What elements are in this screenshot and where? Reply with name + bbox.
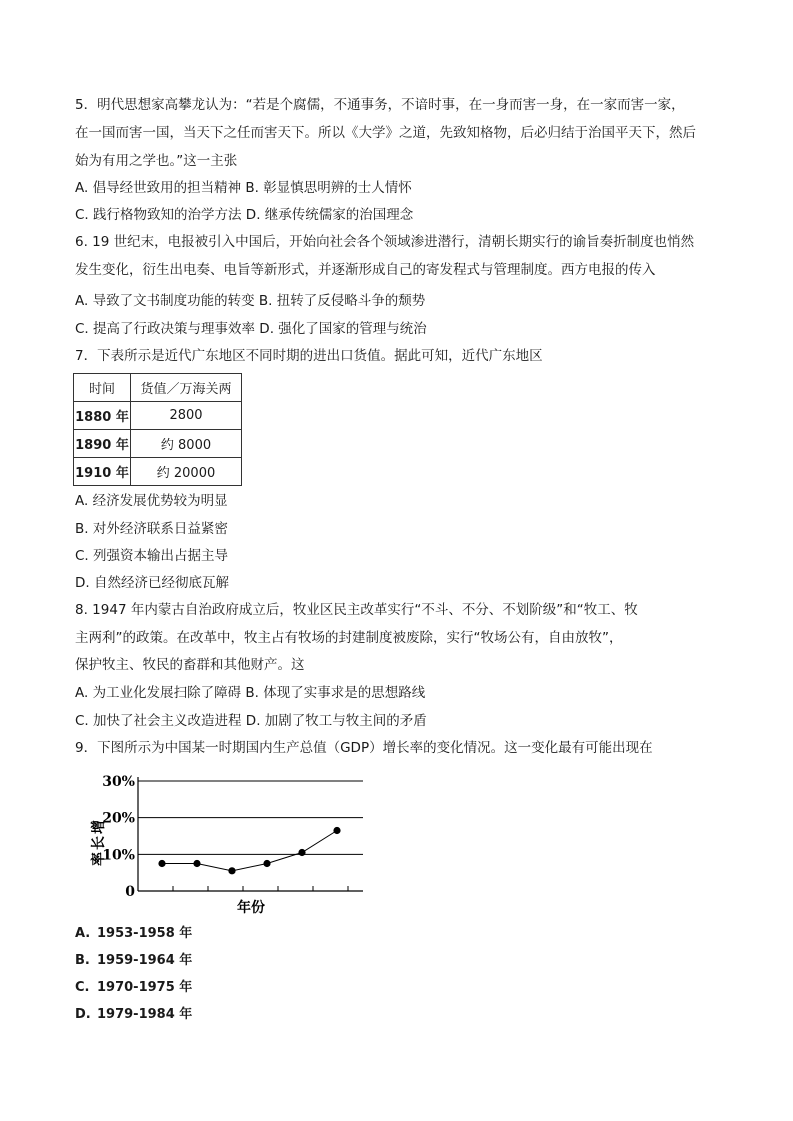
q6-options-cd: C. 提高了行政决策与理事效率 D. 强化了国家的管理与统治 <box>75 321 427 337</box>
data-point <box>333 827 340 834</box>
q8-line-3: 保护牧主、牧民的畜群和其他财产。这 <box>75 657 305 673</box>
option-key: D. <box>75 1007 91 1022</box>
table-header-cell: 时间 <box>74 374 131 402</box>
data-point <box>228 867 235 874</box>
q7-option-c: C. 列强资本输出占据主导 <box>75 548 229 564</box>
q5-line-1: 5．明代思想家高攀龙认为：“若是个腐儒，不通事务，不谙时事，在一身而害一身，在一家而害一家， <box>75 97 685 113</box>
option-text: 1979-1984 年 <box>97 1007 193 1022</box>
table-cell: 1890 年 <box>74 430 131 458</box>
q5-line-2: 在一国而害一国，当天下之任而害天下。所以《大学》之道，先致知格物，后必归结于治国平天下，然后 <box>75 125 696 141</box>
y-tick-label: 20% <box>102 810 135 827</box>
option-text: 1953-1958 年 <box>97 926 193 941</box>
q9-option-a <box>75 925 192 943</box>
q6-line-2: 发生变化，衍生出电奏、电旨等新形式，并逐渐形成自己的寄发程式与管理制度。西方电报的传入 <box>75 262 656 278</box>
option-text: 1970-1975 年 <box>97 980 193 995</box>
y-axis-label: 增 <box>91 820 107 834</box>
q9-option-d <box>75 1006 192 1024</box>
option-text: 1959-1964 年 <box>97 953 193 968</box>
q7-option-a: A. 经济发展优势较为明显 <box>75 493 228 509</box>
data-point <box>193 860 200 867</box>
y-tick-label: 10% <box>102 847 135 864</box>
q7-option-d: D. 自然经济已经彻底瓦解 <box>75 575 229 591</box>
q8-line-1: 8. 1947 年内蒙古自治政府成立后，牧业区民主改革实行“不斗、不分、不划阶级”和“牧工、牧 <box>75 602 638 618</box>
table-row <box>74 458 242 486</box>
option-key: A. <box>75 926 91 941</box>
q6-line-1: 6. 19 世纪末，电报被引入中国后，开始向社会各个领域渗进潜行，清朝长期实行的谕旨奏折制度也悄然 <box>75 234 695 250</box>
table-header-cell: 货值／万海关两 <box>131 374 242 402</box>
table-cell: 约 20000 <box>131 458 242 486</box>
gdp-growth-chart <box>80 770 380 920</box>
data-point <box>263 860 270 867</box>
q9-option-c <box>75 979 192 997</box>
table-cell: 1880 年 <box>74 402 131 430</box>
q5-options-cd: C. 践行格物致知的治学方法 D. 继承传统儒家的治国理念 <box>75 207 414 223</box>
q7-table <box>73 373 242 486</box>
q8-options-cd: C. 加快了社会主义改造进程 D. 加剧了牧工与牧主间的矛盾 <box>75 713 427 729</box>
series-line <box>162 831 337 871</box>
q7-option-b: B. 对外经济联系日益紧密 <box>75 521 228 537</box>
y-axis-label: 率 <box>91 852 107 866</box>
q9-option-b <box>75 952 192 970</box>
table-cell: 约 8000 <box>131 430 242 458</box>
q7-stem: 7．下表所示是近代广东地区不同时期的进出口货值。据此可知，近代广东地区 <box>75 348 543 364</box>
q9-stem: 9．下图所示为中国某一时期国内生产总值（GDP）增长率的变化情况。这一变化最有可能出现在 <box>75 740 653 756</box>
y-tick-label: 0 <box>125 884 135 900</box>
table-row <box>74 402 242 430</box>
x-axis-label: 年份 <box>237 900 265 916</box>
q8-line-2: 主两利”的政策。在改革中，牧主占有牧场的封建制度被废除，实行“牧场公有，自由放牧”， <box>75 630 623 646</box>
q5-line-3: 始为有用之学也。”这一主张 <box>75 153 238 169</box>
table-cell: 1910 年 <box>74 458 131 486</box>
q6-options-ab: A. 导致了文书制度功能的转变 B. 扭转了反侵略斗争的颓势 <box>75 293 426 309</box>
q8-options-ab: A. 为工业化发展扫除了障碍 B. 体现了实事求是的思想路线 <box>75 685 426 701</box>
data-point <box>298 849 305 856</box>
table-header-row <box>74 374 242 402</box>
y-axis-label: 长 <box>91 836 107 850</box>
q5-options-ab: A. 倡导经世致用的担当精神 B. 彰显慎思明辨的士人情怀 <box>75 180 412 196</box>
option-key: B. <box>75 953 90 968</box>
table-cell: 2800 <box>131 402 242 430</box>
data-point <box>158 860 165 867</box>
y-tick-label: 30% <box>102 774 135 790</box>
table-row <box>74 430 242 458</box>
option-key: C. <box>75 980 90 995</box>
